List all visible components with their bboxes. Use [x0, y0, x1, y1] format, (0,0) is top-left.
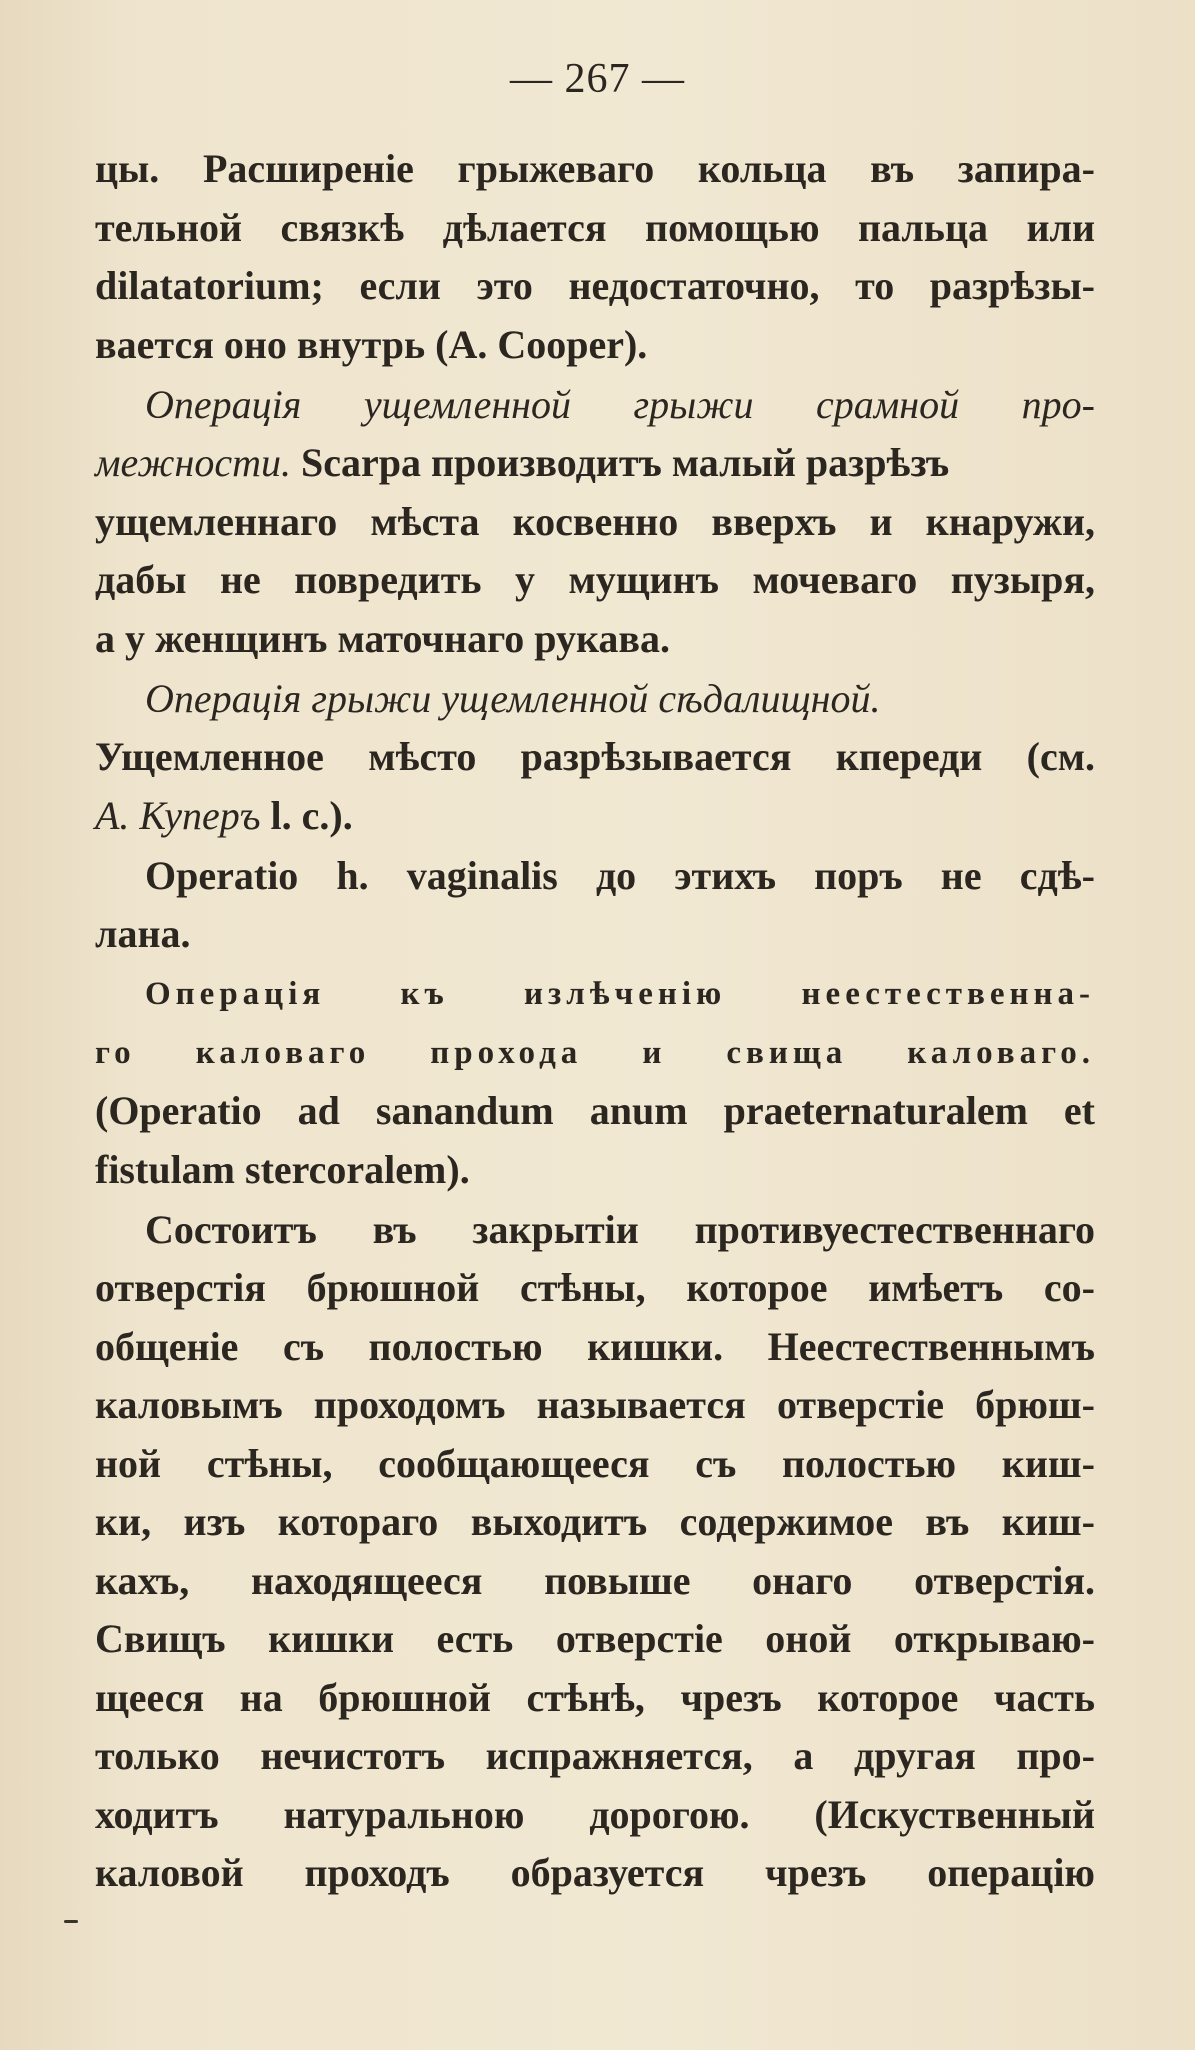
text-line: общенiе съ полостью кишки. Неестественнымъ — [95, 1323, 1095, 1369]
text-line: тельной связкѣ дѣлается помощью пальца или — [95, 204, 1095, 250]
text-line: (Operatio ad sanandum anum praeternaturalem et — [95, 1088, 1095, 1133]
section-heading-smallcaps: Операцiя къ излѣченiю неестественна- — [145, 976, 1095, 1012]
page-number: — 267 — — [510, 56, 685, 102]
text-line: Состоитъ въ закрытiи противуестественнаго — [145, 1206, 1095, 1252]
ink-speck — [64, 1920, 78, 1923]
text-line: Operatio h. vaginalis до этихъ поръ не сдѣ- — [145, 852, 1095, 898]
text-line: только нечистотъ испражняется, а другая про- — [95, 1733, 1095, 1778]
text-line: кахъ, находящееся повыше онаго отверстiя. — [95, 1557, 1095, 1603]
text-line: ной стѣны, сообщающееся съ полостью киш- — [95, 1440, 1095, 1486]
text-line: fistulam stercoralem). — [95, 1146, 470, 1192]
text-line: щееся на брюшной стѣнѣ, чрезъ которое часть — [95, 1674, 1095, 1720]
section-heading-italic-end: межности. — [95, 440, 291, 485]
text-line: цы. Расширенiе грыжеваго кольца въ запира- — [95, 146, 1095, 191]
text-line: каловымъ проходомъ называется отверстiе брюш- — [95, 1382, 1095, 1427]
text-line: dilatatorium; если это недостаточно, то разрѣзы- — [95, 263, 1095, 308]
text-line: дабы не повредить у мущинъ мочеваго пузыря, — [95, 557, 1095, 602]
text-line — [95, 787, 1095, 846]
text-line: ущемленнаго мѣста косвенно вверхъ и кнаружи, — [95, 498, 1095, 544]
text-line — [95, 434, 1095, 493]
text-line: лана. — [95, 911, 191, 956]
text-line: ходитъ натуральною дорогою. (Искуственный — [95, 1791, 1095, 1837]
text-span: l. c.). — [260, 792, 353, 838]
text-line: ки, изъ котораго выходитъ содержимое въ киш- — [95, 1499, 1095, 1544]
author-name-italic: А. Куперъ — [95, 792, 261, 838]
text-line: а у женщинъ маточнаго рукава. — [95, 615, 671, 661]
section-heading-italic: Операцiя грыжи ущемленной сѣдалищной. — [145, 675, 881, 721]
section-heading-smallcaps: го каловаго прохода и свища каловаго. — [95, 1034, 1095, 1071]
text-span: Scarpa производитъ малый разрѣзъ — [290, 440, 950, 485]
text-line: вается оно внутрь (А. Cooper). — [95, 321, 648, 367]
text-line: отверстiя брюшной стѣны, которое имѣетъ со- — [95, 1265, 1095, 1310]
text-line: каловой проходъ образуется чрезъ операцiю — [95, 1850, 1095, 1895]
text-line: Свищъ кишки есть отверстiе оной открываю- — [95, 1616, 1095, 1661]
page-body — [95, 140, 1095, 1903]
text-line: Ущемленное мѣсто разрѣзывается кпереди (см. — [95, 734, 1095, 779]
section-heading-italic: Операцiя ущемленной грыжи срамной про- — [145, 381, 1095, 427]
